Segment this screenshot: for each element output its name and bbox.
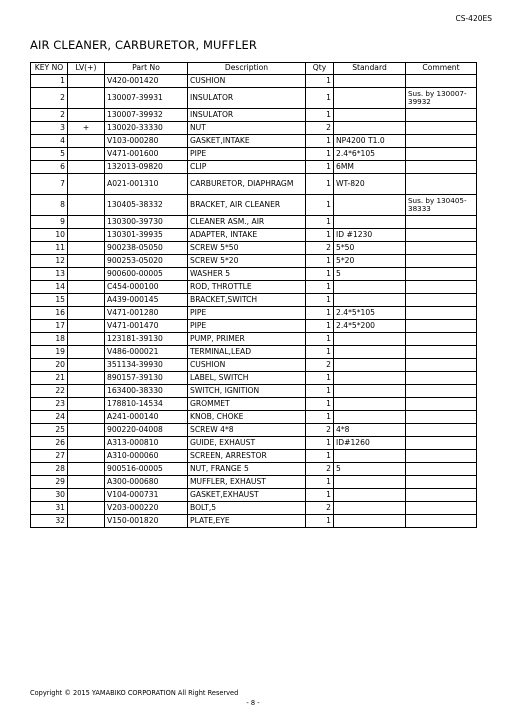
qty-cell: 1 bbox=[306, 109, 334, 122]
key-no-cell: 4 bbox=[31, 135, 68, 148]
key-no-cell: 18 bbox=[31, 333, 68, 346]
table-row bbox=[31, 122, 477, 135]
qty-cell: 1 bbox=[306, 216, 334, 229]
part-no-cell: A300-000680 bbox=[105, 476, 188, 489]
part-no-cell: 900238-05050 bbox=[105, 242, 188, 255]
col-header-standard: Standard bbox=[334, 63, 406, 75]
key-no-cell: 10 bbox=[31, 229, 68, 242]
description-cell: SCREEN, ARRESTOR bbox=[188, 450, 306, 463]
standard-cell bbox=[334, 281, 406, 294]
qty-cell: 1 bbox=[306, 88, 334, 109]
comment-cell bbox=[406, 372, 477, 385]
comment-cell bbox=[406, 437, 477, 450]
qty-cell: 2 bbox=[306, 242, 334, 255]
description-cell: GROMMET bbox=[188, 398, 306, 411]
qty-cell: 1 bbox=[306, 148, 334, 161]
part-no-cell: 130405-38332 bbox=[105, 195, 188, 216]
table-row bbox=[31, 359, 477, 372]
table-row bbox=[31, 515, 477, 528]
level-cell bbox=[68, 294, 105, 307]
key-no-cell: 5 bbox=[31, 148, 68, 161]
part-no-cell: 900220-04008 bbox=[105, 424, 188, 437]
part-no-cell: 130300-39730 bbox=[105, 216, 188, 229]
standard-cell bbox=[334, 88, 406, 109]
part-no-cell: 900600-00005 bbox=[105, 268, 188, 281]
standard-cell bbox=[334, 294, 406, 307]
description-cell: INSULATOR bbox=[188, 88, 306, 109]
key-no-cell: 13 bbox=[31, 268, 68, 281]
comment-cell bbox=[406, 515, 477, 528]
qty-cell: 1 bbox=[306, 320, 334, 333]
level-cell bbox=[68, 75, 105, 88]
level-cell bbox=[68, 195, 105, 216]
qty-cell: 1 bbox=[306, 195, 334, 216]
part-no-cell: V203-000220 bbox=[105, 502, 188, 515]
key-no-cell: 22 bbox=[31, 385, 68, 398]
key-no-cell: 28 bbox=[31, 463, 68, 476]
description-cell: TERMINAL,LEAD bbox=[188, 346, 306, 359]
part-no-cell: 178810-14534 bbox=[105, 398, 188, 411]
qty-cell: 1 bbox=[306, 333, 334, 346]
description-cell: CUSHION bbox=[188, 75, 306, 88]
standard-cell: 4*8 bbox=[334, 424, 406, 437]
table-row bbox=[31, 476, 477, 489]
comment-cell bbox=[406, 161, 477, 174]
table-row bbox=[31, 195, 477, 216]
col-header-description: Description bbox=[188, 63, 306, 75]
standard-cell bbox=[334, 411, 406, 424]
standard-cell bbox=[334, 75, 406, 88]
comment-cell bbox=[406, 411, 477, 424]
part-no-cell: V104-000731 bbox=[105, 489, 188, 502]
level-cell bbox=[68, 515, 105, 528]
part-no-cell: 890157-39130 bbox=[105, 372, 188, 385]
qty-cell: 2 bbox=[306, 122, 334, 135]
level-cell bbox=[68, 359, 105, 372]
description-cell: ADAPTER, INTAKE bbox=[188, 229, 306, 242]
qty-cell: 1 bbox=[306, 476, 334, 489]
part-no-cell: V471-001280 bbox=[105, 307, 188, 320]
level-cell bbox=[68, 320, 105, 333]
standard-cell: 5*50 bbox=[334, 242, 406, 255]
qty-cell: 2 bbox=[306, 463, 334, 476]
part-no-cell: 900516-00005 bbox=[105, 463, 188, 476]
description-cell: GASKET,EXHAUST bbox=[188, 489, 306, 502]
key-no-cell: 24 bbox=[31, 411, 68, 424]
level-cell bbox=[68, 135, 105, 148]
qty-cell: 2 bbox=[306, 502, 334, 515]
description-cell: KNOB, CHOKE bbox=[188, 411, 306, 424]
table-row bbox=[31, 281, 477, 294]
table-row bbox=[31, 307, 477, 320]
key-no-cell: 26 bbox=[31, 437, 68, 450]
key-no-cell: 8 bbox=[31, 195, 68, 216]
key-no-cell: 16 bbox=[31, 307, 68, 320]
level-cell bbox=[68, 346, 105, 359]
part-no-cell: 900253-05020 bbox=[105, 255, 188, 268]
key-no-cell: 21 bbox=[31, 372, 68, 385]
standard-cell: ID#1260 bbox=[334, 437, 406, 450]
comment-cell bbox=[406, 229, 477, 242]
level-cell bbox=[68, 148, 105, 161]
part-no-cell: V420-001420 bbox=[105, 75, 188, 88]
qty-cell: 1 bbox=[306, 450, 334, 463]
description-cell: GUIDE, EXHAUST bbox=[188, 437, 306, 450]
qty-cell: 1 bbox=[306, 307, 334, 320]
page-number: - 8 - bbox=[246, 699, 260, 707]
key-no-cell: 29 bbox=[31, 476, 68, 489]
comment-cell bbox=[406, 148, 477, 161]
part-no-cell: 130007-39932 bbox=[105, 109, 188, 122]
standard-cell: 2.4*5*200 bbox=[334, 320, 406, 333]
table-row bbox=[31, 320, 477, 333]
standard-cell bbox=[334, 346, 406, 359]
qty-cell: 1 bbox=[306, 268, 334, 281]
model-number: CS-420ES bbox=[455, 14, 492, 23]
description-cell: WASHER 5 bbox=[188, 268, 306, 281]
qty-cell: 1 bbox=[306, 489, 334, 502]
key-no-cell: 2 bbox=[31, 109, 68, 122]
table-row bbox=[31, 346, 477, 359]
standard-cell bbox=[334, 195, 406, 216]
table-row bbox=[31, 333, 477, 346]
table-row bbox=[31, 216, 477, 229]
table-row bbox=[31, 489, 477, 502]
table-row bbox=[31, 268, 477, 281]
comment-cell: Sus. by 130405-38333 bbox=[406, 195, 477, 216]
level-cell: + bbox=[68, 122, 105, 135]
qty-cell: 1 bbox=[306, 398, 334, 411]
description-cell: PIPE bbox=[188, 307, 306, 320]
comment-cell bbox=[406, 502, 477, 515]
level-cell bbox=[68, 333, 105, 346]
standard-cell bbox=[334, 489, 406, 502]
level-cell bbox=[68, 88, 105, 109]
standard-cell bbox=[334, 515, 406, 528]
key-no-cell: 30 bbox=[31, 489, 68, 502]
table-row bbox=[31, 255, 477, 268]
table-row bbox=[31, 109, 477, 122]
table-row bbox=[31, 161, 477, 174]
level-cell bbox=[68, 424, 105, 437]
description-cell: MUFFLER, EXHAUST bbox=[188, 476, 306, 489]
standard-cell bbox=[334, 385, 406, 398]
standard-cell: 5*20 bbox=[334, 255, 406, 268]
part-no-cell: A021-001310 bbox=[105, 174, 188, 195]
comment-cell bbox=[406, 450, 477, 463]
table-row bbox=[31, 229, 477, 242]
key-no-cell: 27 bbox=[31, 450, 68, 463]
part-no-cell: A310-000060 bbox=[105, 450, 188, 463]
level-cell bbox=[68, 255, 105, 268]
comment-cell bbox=[406, 424, 477, 437]
comment-cell bbox=[406, 385, 477, 398]
standard-cell: 5 bbox=[334, 268, 406, 281]
comment-cell bbox=[406, 75, 477, 88]
standard-cell bbox=[334, 476, 406, 489]
key-no-cell: 1 bbox=[31, 75, 68, 88]
part-no-cell: 351134-39930 bbox=[105, 359, 188, 372]
description-cell: LABEL, SWITCH bbox=[188, 372, 306, 385]
standard-cell bbox=[334, 359, 406, 372]
key-no-cell: 14 bbox=[31, 281, 68, 294]
part-no-cell: V103-000280 bbox=[105, 135, 188, 148]
part-no-cell: 130007-39931 bbox=[105, 88, 188, 109]
key-no-cell: 9 bbox=[31, 216, 68, 229]
key-no-cell: 19 bbox=[31, 346, 68, 359]
standard-cell: 6MM bbox=[334, 161, 406, 174]
qty-cell: 1 bbox=[306, 346, 334, 359]
standard-cell bbox=[334, 333, 406, 346]
level-cell bbox=[68, 268, 105, 281]
qty-cell: 2 bbox=[306, 359, 334, 372]
qty-cell: 1 bbox=[306, 411, 334, 424]
part-no-cell: V486-000021 bbox=[105, 346, 188, 359]
key-no-cell: 12 bbox=[31, 255, 68, 268]
part-no-cell: C454-000100 bbox=[105, 281, 188, 294]
description-cell: NUT bbox=[188, 122, 306, 135]
table-row bbox=[31, 174, 477, 195]
part-no-cell: 130301-39935 bbox=[105, 229, 188, 242]
level-cell bbox=[68, 229, 105, 242]
key-no-cell: 31 bbox=[31, 502, 68, 515]
qty-cell: 1 bbox=[306, 75, 334, 88]
level-cell bbox=[68, 216, 105, 229]
part-no-cell: A313-000810 bbox=[105, 437, 188, 450]
standard-cell: ID #1230 bbox=[334, 229, 406, 242]
key-no-cell: 3 bbox=[31, 122, 68, 135]
comment-cell bbox=[406, 320, 477, 333]
part-no-cell: V150-001820 bbox=[105, 515, 188, 528]
part-no-cell: 130020-33330 bbox=[105, 122, 188, 135]
parts-table bbox=[30, 62, 477, 528]
description-cell: BOLT,5 bbox=[188, 502, 306, 515]
qty-cell: 1 bbox=[306, 174, 334, 195]
level-cell bbox=[68, 489, 105, 502]
level-cell bbox=[68, 450, 105, 463]
comment-cell bbox=[406, 268, 477, 281]
table-row bbox=[31, 135, 477, 148]
qty-cell: 1 bbox=[306, 229, 334, 242]
comment-cell bbox=[406, 398, 477, 411]
comment-cell bbox=[406, 346, 477, 359]
col-header-comment: Comment bbox=[406, 63, 477, 75]
qty-cell: 2 bbox=[306, 424, 334, 437]
table-row bbox=[31, 411, 477, 424]
standard-cell bbox=[334, 372, 406, 385]
key-no-cell: 15 bbox=[31, 294, 68, 307]
standard-cell bbox=[334, 122, 406, 135]
qty-cell: 1 bbox=[306, 135, 334, 148]
table-row bbox=[31, 75, 477, 88]
table-row bbox=[31, 463, 477, 476]
comment-cell bbox=[406, 122, 477, 135]
comment-cell bbox=[406, 216, 477, 229]
table-row bbox=[31, 502, 477, 515]
level-cell bbox=[68, 109, 105, 122]
key-no-cell: 6 bbox=[31, 161, 68, 174]
standard-cell bbox=[334, 398, 406, 411]
level-cell bbox=[68, 398, 105, 411]
standard-cell bbox=[334, 109, 406, 122]
description-cell: CLIP bbox=[188, 161, 306, 174]
comment-cell bbox=[406, 333, 477, 346]
standard-cell bbox=[334, 502, 406, 515]
key-no-cell: 2 bbox=[31, 88, 68, 109]
description-cell: SCREW 5*20 bbox=[188, 255, 306, 268]
standard-cell: NP4200 T1.0 bbox=[334, 135, 406, 148]
key-no-cell: 17 bbox=[31, 320, 68, 333]
comment-cell bbox=[406, 242, 477, 255]
level-cell bbox=[68, 307, 105, 320]
standard-cell: 2.4*6*105 bbox=[334, 148, 406, 161]
col-header-key-no: KEY NO bbox=[31, 63, 68, 75]
comment-cell bbox=[406, 476, 477, 489]
copyright-notice: Copyright © 2015 YAMABIKO CORPORATION All Right Reserved bbox=[30, 689, 239, 697]
table-row bbox=[31, 88, 477, 109]
comment-cell bbox=[406, 135, 477, 148]
comment-cell bbox=[406, 307, 477, 320]
comment-cell bbox=[406, 463, 477, 476]
part-no-cell: 163400-38330 bbox=[105, 385, 188, 398]
description-cell: PIPE bbox=[188, 320, 306, 333]
key-no-cell: 25 bbox=[31, 424, 68, 437]
col-header-part-no: Part No bbox=[105, 63, 188, 75]
description-cell: BRACKET,SWITCH bbox=[188, 294, 306, 307]
qty-cell: 1 bbox=[306, 281, 334, 294]
part-no-cell: 123181-39130 bbox=[105, 333, 188, 346]
part-no-cell: V471-001600 bbox=[105, 148, 188, 161]
table-row bbox=[31, 242, 477, 255]
table-row bbox=[31, 398, 477, 411]
qty-cell: 1 bbox=[306, 372, 334, 385]
comment-cell bbox=[406, 294, 477, 307]
page-title: AIR CLEANER, CARBURETOR, MUFFLER bbox=[30, 38, 257, 52]
description-cell: ROD, THROTTLE bbox=[188, 281, 306, 294]
comment-cell bbox=[406, 255, 477, 268]
description-cell: NUT, FRANGE 5 bbox=[188, 463, 306, 476]
level-cell bbox=[68, 372, 105, 385]
qty-cell: 1 bbox=[306, 255, 334, 268]
description-cell: BRACKET, AIR CLEANER bbox=[188, 195, 306, 216]
col-header-qty: Qty bbox=[306, 63, 334, 75]
level-cell bbox=[68, 411, 105, 424]
qty-cell: 1 bbox=[306, 437, 334, 450]
description-cell: GASKET,INTAKE bbox=[188, 135, 306, 148]
level-cell bbox=[68, 174, 105, 195]
description-cell: CLEANER ASM., AIR bbox=[188, 216, 306, 229]
standard-cell: 5 bbox=[334, 463, 406, 476]
description-cell: CARBURETOR, DIAPHRAGM bbox=[188, 174, 306, 195]
key-no-cell: 20 bbox=[31, 359, 68, 372]
part-no-cell: A241-000140 bbox=[105, 411, 188, 424]
standard-cell bbox=[334, 450, 406, 463]
standard-cell: 2.4*5*105 bbox=[334, 307, 406, 320]
table-row bbox=[31, 385, 477, 398]
comment-cell bbox=[406, 489, 477, 502]
comment-cell bbox=[406, 174, 477, 195]
table-header-row bbox=[31, 63, 477, 75]
description-cell: PUMP, PRIMER bbox=[188, 333, 306, 346]
table-row bbox=[31, 437, 477, 450]
level-cell bbox=[68, 437, 105, 450]
key-no-cell: 23 bbox=[31, 398, 68, 411]
table-row bbox=[31, 148, 477, 161]
level-cell bbox=[68, 281, 105, 294]
comment-cell: Sus. by 130007-39932 bbox=[406, 88, 477, 109]
col-header-lv: LV(+) bbox=[68, 63, 105, 75]
key-no-cell: 11 bbox=[31, 242, 68, 255]
level-cell bbox=[68, 242, 105, 255]
table-row bbox=[31, 294, 477, 307]
description-cell: PIPE bbox=[188, 148, 306, 161]
key-no-cell: 7 bbox=[31, 174, 68, 195]
comment-cell bbox=[406, 281, 477, 294]
part-no-cell: 132013-09820 bbox=[105, 161, 188, 174]
level-cell bbox=[68, 476, 105, 489]
description-cell: SCREW 5*50 bbox=[188, 242, 306, 255]
standard-cell: WT-820 bbox=[334, 174, 406, 195]
comment-cell bbox=[406, 359, 477, 372]
qty-cell: 1 bbox=[306, 515, 334, 528]
description-cell: PLATE,EYE bbox=[188, 515, 306, 528]
description-cell: INSULATOR bbox=[188, 109, 306, 122]
qty-cell: 1 bbox=[306, 161, 334, 174]
description-cell: SWITCH, IGNITION bbox=[188, 385, 306, 398]
level-cell bbox=[68, 161, 105, 174]
key-no-cell: 32 bbox=[31, 515, 68, 528]
description-cell: SCREW 4*8 bbox=[188, 424, 306, 437]
part-no-cell: A439-000145 bbox=[105, 294, 188, 307]
table-row bbox=[31, 372, 477, 385]
standard-cell bbox=[334, 216, 406, 229]
level-cell bbox=[68, 502, 105, 515]
qty-cell: 1 bbox=[306, 385, 334, 398]
level-cell bbox=[68, 463, 105, 476]
description-cell: CUSHION bbox=[188, 359, 306, 372]
table-row bbox=[31, 450, 477, 463]
qty-cell: 1 bbox=[306, 294, 334, 307]
table-row bbox=[31, 424, 477, 437]
level-cell bbox=[68, 385, 105, 398]
comment-cell bbox=[406, 109, 477, 122]
parts-table-body bbox=[31, 75, 477, 528]
part-no-cell: V471-001470 bbox=[105, 320, 188, 333]
